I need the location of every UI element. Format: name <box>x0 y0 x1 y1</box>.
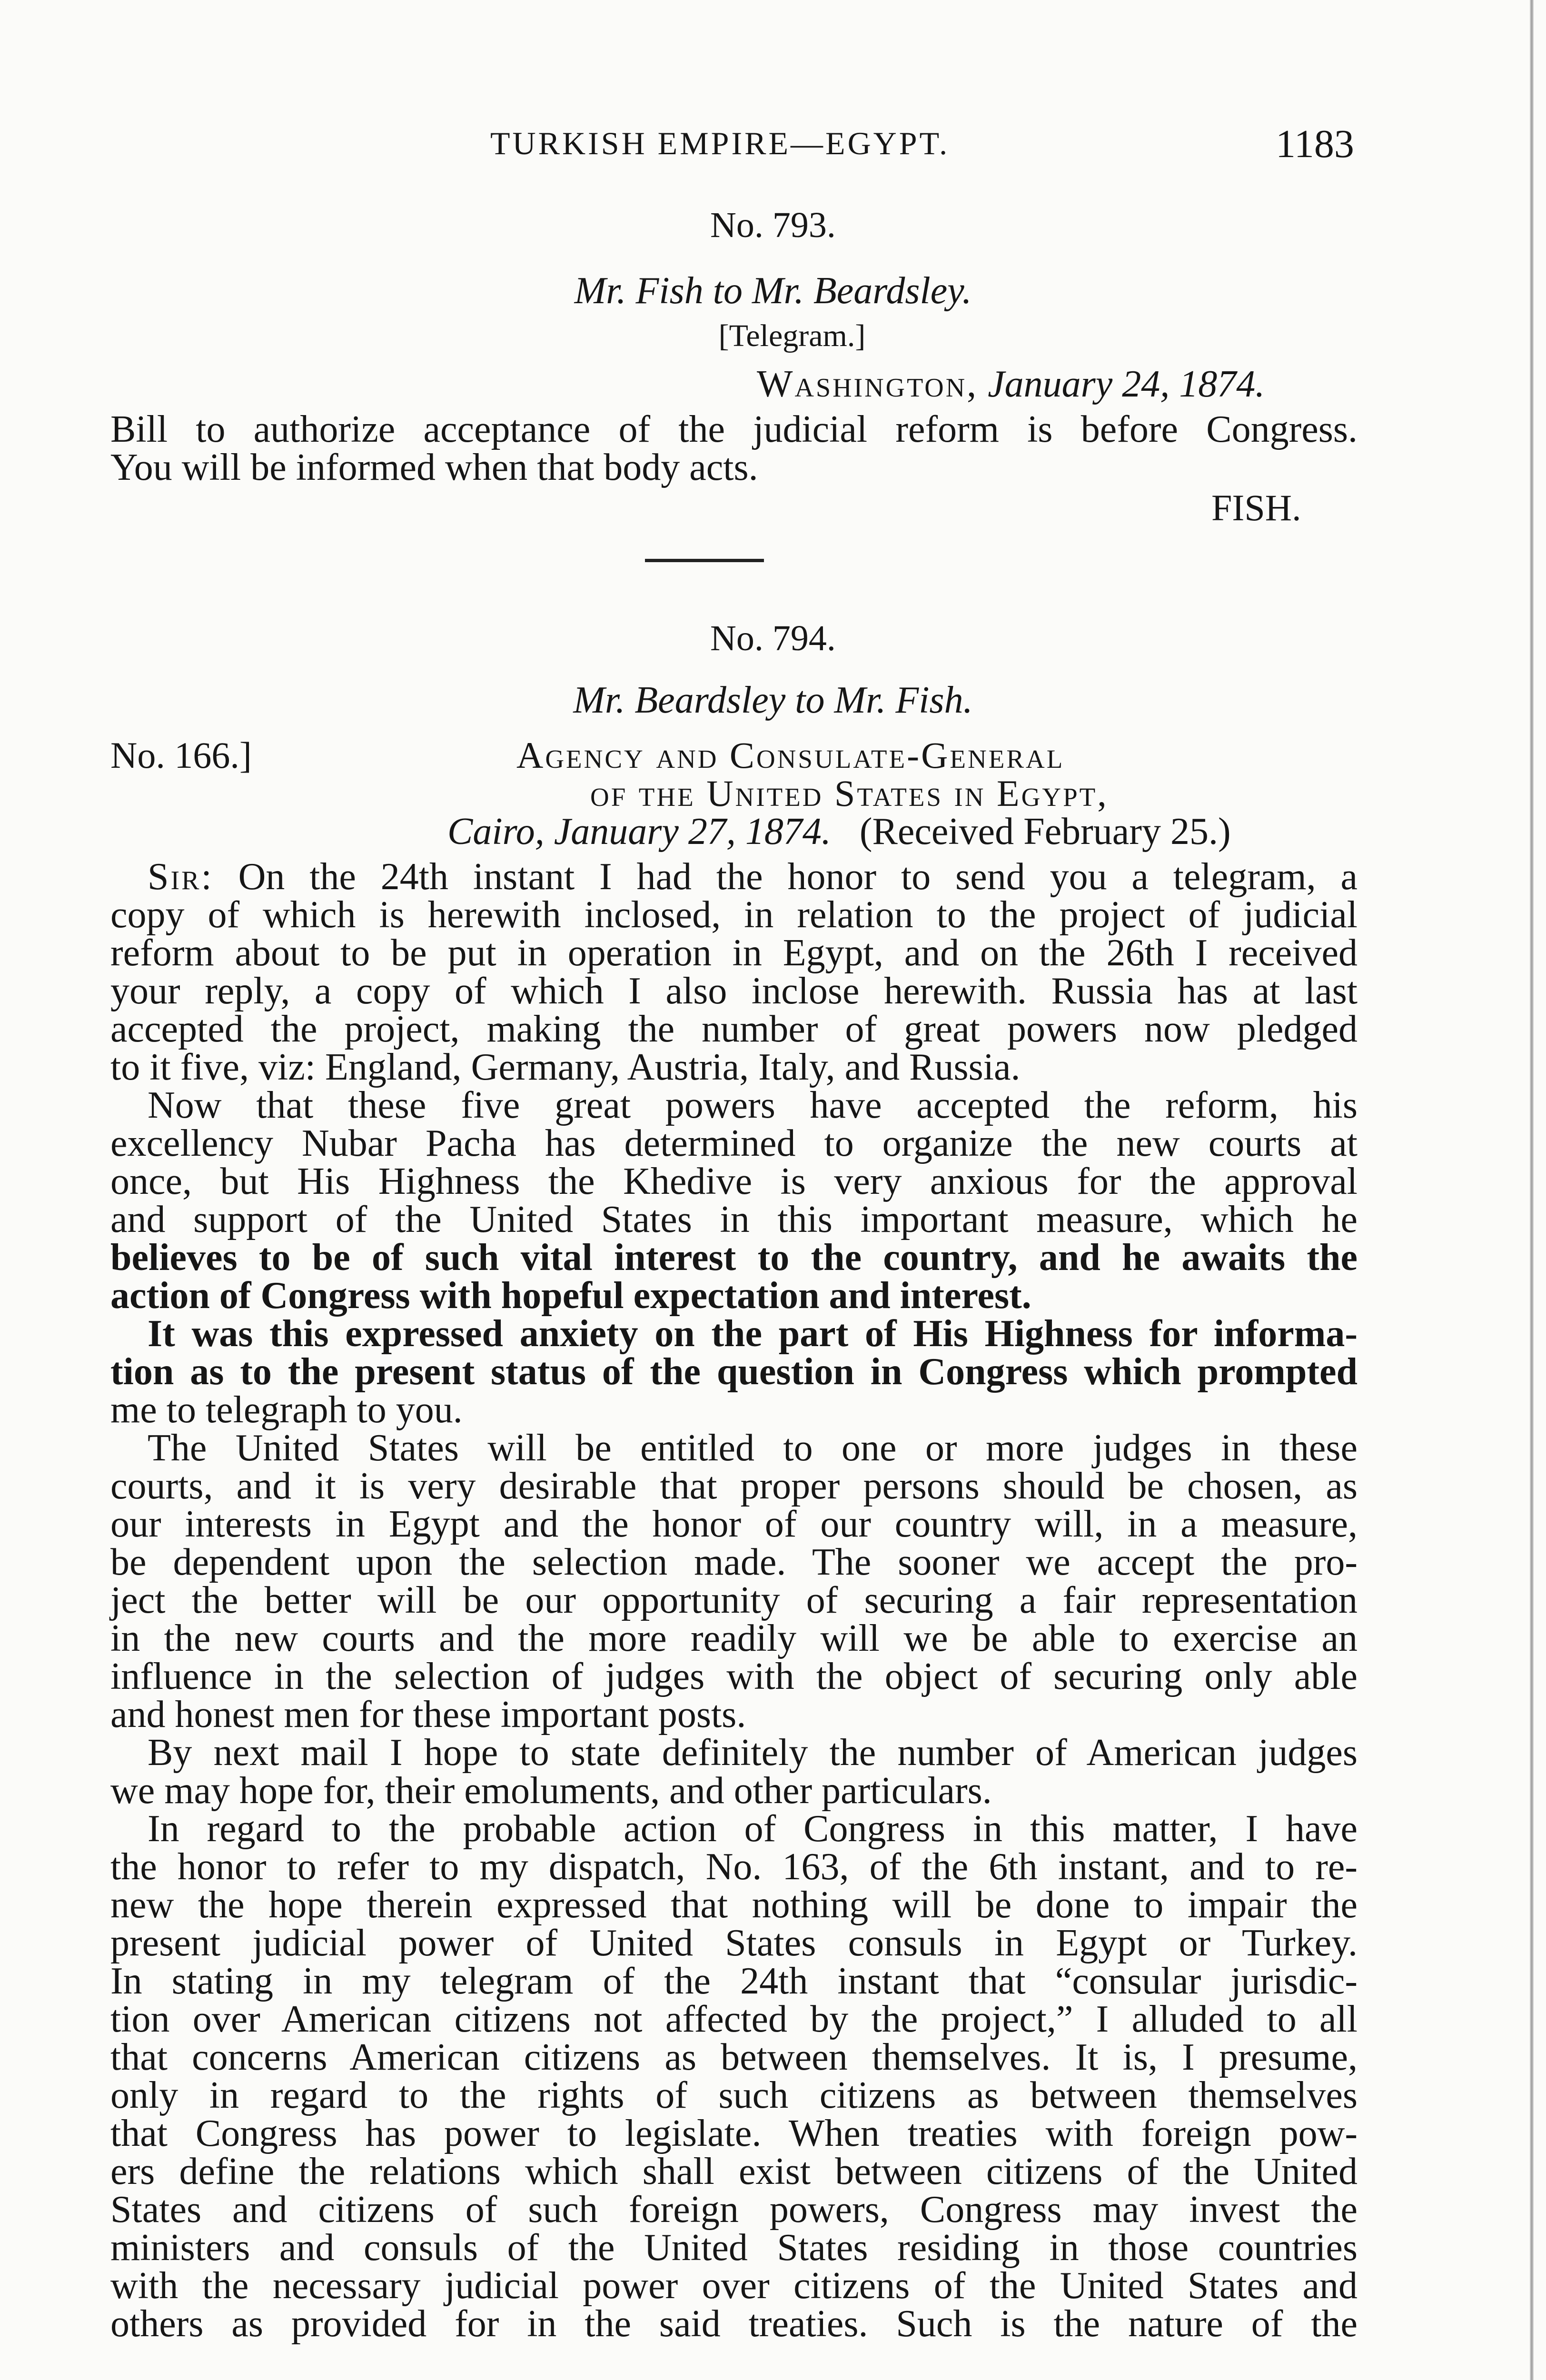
received-note: (Received February 25.) <box>859 811 1231 853</box>
letter-line-11: believes to be of such vital interest to the country, and he awaits the <box>110 1237 1358 1279</box>
letter-line-27: the honor to refer to my dispatch, No. 163, of the 6th instant, and to re- <box>110 1846 1358 1888</box>
letter-line-37: ministers and consuls of the United States residing in those countries <box>110 2227 1358 2269</box>
running-title: TURKISH EMPIRE—EGYPT. <box>490 125 950 161</box>
letter-line-5: accepted the project, making the number of great powers now pledged <box>110 1008 1358 1050</box>
letter-line-38: with the necessary judicial power over citizens of the United States and <box>110 2265 1358 2307</box>
letter-line-30: In stating in my telegram of the 24th instant that “consular jurisdic- <box>110 1960 1358 2002</box>
letter-line-20: ject the better will be our opportunity of securing a fair representation <box>110 1579 1358 1621</box>
letter-line-25: we may hope for, their emoluments, and other particulars. <box>110 1770 992 1812</box>
document-793-line-1: Bill to authorize acceptance of the judicial reform is before Congress. <box>110 408 1358 450</box>
letter-line-34: that Congress has power to legislate. When treaties with foreign pow- <box>110 2112 1358 2154</box>
document-794-number: No. 794. <box>710 618 836 658</box>
letter-line-7: Now that these five great powers have accepted the reform, his <box>148 1084 1358 1126</box>
letter-line-15: me to telegraph to you. <box>110 1389 463 1431</box>
letter-line-22: influence in the selection of judges with the object of securing only able <box>110 1656 1358 1697</box>
document-793-number: No. 793. <box>710 205 836 245</box>
salutation: Sir: <box>148 856 214 898</box>
letter-line-26: In regard to the probable action of Congress in this matter, I have <box>148 1808 1358 1850</box>
dateline-place: Washington, <box>757 363 979 405</box>
dateline-place-date: Cairo, January 27, 1874. <box>447 811 831 853</box>
letter-line-29: present judicial power of United States consuls in Egypt or Turkey. <box>110 1922 1358 1964</box>
letter-line-3: reform about to be put in operation in Egypt, and on the 26th I received <box>110 932 1358 974</box>
letter-line-31: tion over American citizens not affected by the project,” I alluded to all <box>110 1998 1358 2040</box>
document-793-type: [Telegram.] <box>718 318 866 353</box>
document-794-dateline <box>447 810 1231 853</box>
document-794-heading: Mr. Beardsley to Mr. Fish. <box>573 679 973 721</box>
section-divider <box>645 559 764 562</box>
letter-line-35: ers define the relations which shall exist between citizens of the United <box>110 2151 1358 2192</box>
page-number: 1183 <box>1276 122 1354 166</box>
letter-line-17: courts, and it is very desirable that proper persons should be chosen, as <box>110 1465 1358 1507</box>
letter-line-2: copy of which is herewith inclosed, in relation to the project of judicial <box>110 894 1358 936</box>
document-793-dateline <box>757 363 1265 406</box>
letter-line-14: tion as to the present status of the question in Congress which prompted <box>110 1351 1358 1393</box>
letter-line-33: only in regard to the rights of such citizens as between themselves <box>110 2074 1358 2116</box>
letter-line-6: to it five, viz: England, Germany, Austria, Italy, and Russia. <box>110 1046 1021 1088</box>
page-edge-shadow <box>1530 0 1534 2380</box>
letter-line-18: our interests in Egypt and the honor of our country will, in a measure, <box>110 1503 1358 1545</box>
letter-line-19: be dependent upon the selection made. The sooner we accept the pro- <box>110 1541 1358 1583</box>
dateline-date: January 24, 1874. <box>988 363 1265 405</box>
address-line-1: Agency and Consulate-General <box>516 734 1065 776</box>
letter-line-4: your reply, a copy of which I also inclose herewith. Russia has at last <box>110 970 1358 1012</box>
letter-line-1-text: On the 24th instant I had the honor to send you a telegram, a <box>213 856 1358 898</box>
document-793-line-2: You will be informed when that body acts. <box>110 446 758 488</box>
address-line-2: of the United States in Egypt, <box>590 773 1109 814</box>
letter-line-1 <box>148 858 1358 896</box>
letter-line-28: new the hope therein expressed that nothing will be done to impair the <box>110 1884 1358 1926</box>
letter-line-23: and honest men for these important posts. <box>110 1694 746 1735</box>
letter-line-36: States and citizens of such foreign powers, Congress may invest the <box>110 2189 1358 2231</box>
letter-line-9: once, but His Highness the Khedive is very anxious for the approval <box>110 1160 1358 1202</box>
letter-line-8: excellency Nubar Pacha has determined to organize the new courts at <box>110 1122 1358 1164</box>
letter-line-32: that concerns American citizens as between themselves. It is, I presume, <box>110 2036 1358 2078</box>
letter-line-16: The United States will be entitled to one or more judges in these <box>148 1427 1358 1469</box>
letter-line-13: It was this expressed anxiety on the part of His Highness for informa- <box>148 1313 1358 1355</box>
document-793-signature: FISH. <box>1211 487 1301 528</box>
letter-line-24: By next mail I hope to state definitely the number of American judges <box>148 1732 1358 1774</box>
document-793-heading: Mr. Fish to Mr. Beardsley. <box>574 270 972 312</box>
dispatch-number: No. 166.] <box>110 734 252 776</box>
letter-line-10: and support of the United States in this important measure, which he <box>110 1199 1358 1240</box>
letter-line-21: in the new courts and the more readily will we be able to exercise an <box>110 1617 1358 1659</box>
running-head <box>0 122 1546 168</box>
letter-line-12: action of Congress with hopeful expectation and interest. <box>110 1275 1031 1317</box>
letter-line-39: others as provided for in the said treaties. Such is the nature of the <box>110 2303 1358 2345</box>
